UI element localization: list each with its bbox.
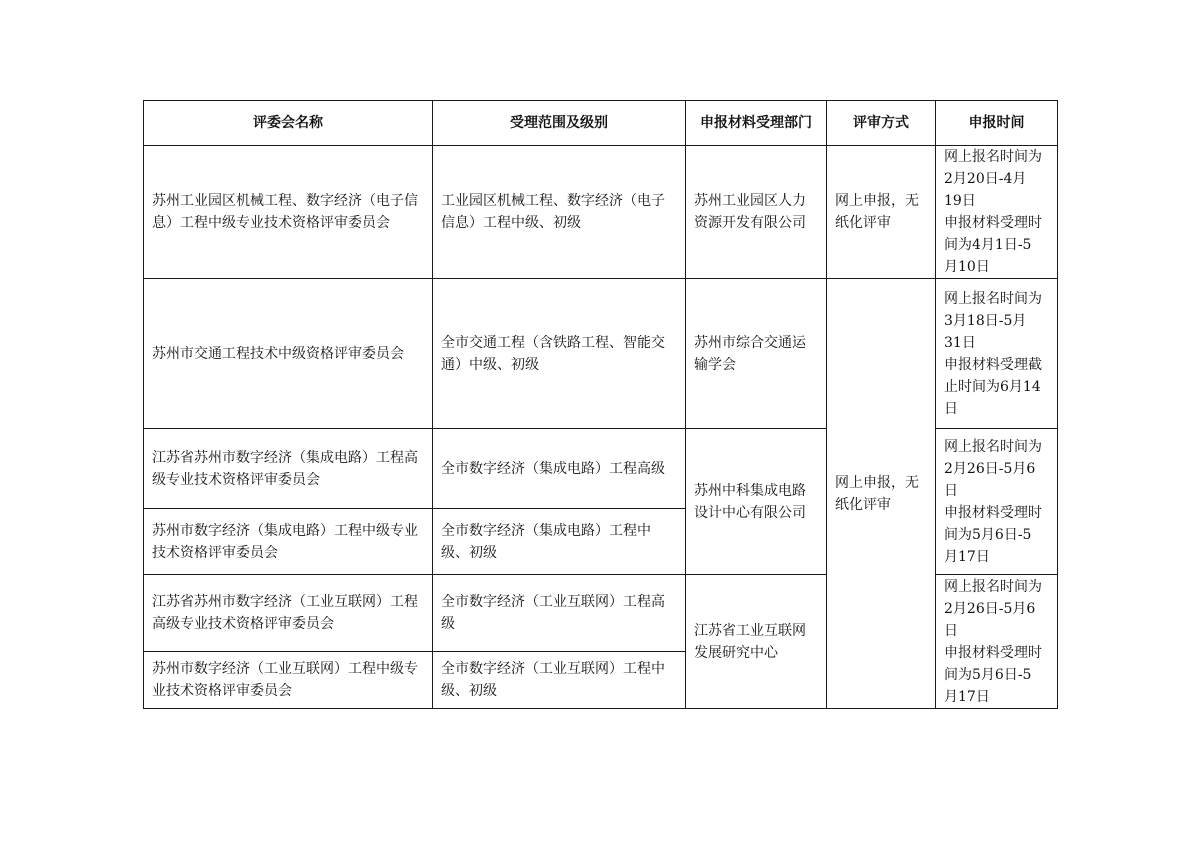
time-line: 申报材料受理时: [944, 215, 1042, 231]
time-line: 月17日: [944, 548, 990, 565]
time-line: 31日: [944, 334, 976, 351]
time-line: 间为4月1日-5: [944, 237, 1032, 253]
scope-cell: 工业园区机械工程、数字经济（电子信息）工程中级、初级: [433, 146, 686, 279]
review-committee-table: [143, 100, 1058, 709]
time-line: 网上报名时间为: [944, 438, 1042, 455]
apply-time-cell: [936, 146, 1058, 279]
scope-cell: 全市交通工程（含铁路工程、智能交通）中级、初级: [433, 279, 686, 429]
committee-name-cell: 江苏省苏州市数字经济（集成电路）工程高级专业技术资格评审委员会: [144, 429, 433, 509]
apply-time-cell: [936, 279, 1058, 429]
department-cell: 苏州工业园区人力资源开发有限公司: [686, 146, 827, 279]
time-line: 日: [944, 622, 958, 639]
time-line: 网上报名时间为: [944, 578, 1042, 595]
committee-name-cell: 苏州市交通工程技术中级资格评审委员会: [144, 279, 433, 429]
review-method-cell: 网上申报，无纸化评审: [827, 146, 936, 279]
time-line: 网上报名时间为: [944, 290, 1042, 307]
time-line: 月10日: [944, 259, 990, 275]
scope-cell: 全市数字经济（集成电路）工程中级、初级: [433, 509, 686, 575]
time-line: 申报材料受理时: [944, 504, 1042, 521]
header-committee-name: 评委会名称: [144, 101, 433, 146]
time-line: 19日: [944, 193, 976, 209]
time-line: 申报材料受理截: [944, 356, 1042, 373]
header-department: 申报材料受理部门: [686, 101, 827, 146]
header-apply-time: 申报时间: [936, 101, 1058, 146]
committee-name-cell: 苏州市数字经济（工业互联网）工程中级专业技术资格评审委员会: [144, 652, 433, 709]
time-line: 止时间为6月14: [944, 378, 1041, 395]
time-line: 3月18日-5月: [944, 312, 1027, 329]
time-line: 月17日: [944, 688, 990, 705]
apply-time-cell: [936, 575, 1058, 709]
scope-cell: 全市数字经济（集成电路）工程高级: [433, 429, 686, 509]
review-method-cell: 网上申报，无纸化评审: [827, 279, 936, 709]
header-scope-level: 受理范围及级别: [433, 101, 686, 146]
committee-name-cell: 江苏省苏州市数字经济（工业互联网）工程高级专业技术资格评审委员会: [144, 575, 433, 652]
time-line: 2月26日-5月6: [944, 460, 1036, 477]
time-line: 网上报名时间为: [944, 149, 1042, 165]
apply-time-cell: [936, 429, 1058, 575]
scope-cell: 全市数字经济（工业互联网）工程中级、初级: [433, 652, 686, 709]
time-line: 申报材料受理时: [944, 644, 1042, 661]
committee-name-cell: 苏州市数字经济（集成电路）工程中级专业技术资格评审委员会: [144, 509, 433, 575]
table-header-row: [144, 101, 1058, 146]
department-cell: 江苏省工业互联网发展研究中心: [686, 575, 827, 709]
time-line: 2月26日-5月6: [944, 600, 1036, 617]
time-line: 日: [944, 482, 958, 499]
scope-cell: 全市数字经济（工业互联网）工程高级: [433, 575, 686, 652]
department-cell: 苏州市综合交通运输学会: [686, 279, 827, 429]
time-line: 间为5月6日-5: [944, 666, 1032, 683]
time-line: 间为5月6日-5: [944, 526, 1032, 543]
header-review-method: 评审方式: [827, 101, 936, 146]
time-line: 2月20日-4月: [944, 171, 1027, 187]
department-cell: 苏州中科集成电路设计中心有限公司: [686, 429, 827, 575]
committee-name-cell: 苏州工业园区机械工程、数字经济（电子信息）工程中级专业技术资格评审委员会: [144, 146, 433, 279]
time-line: 日: [944, 400, 958, 417]
table-row: [144, 146, 1058, 279]
table-row: [144, 279, 1058, 429]
